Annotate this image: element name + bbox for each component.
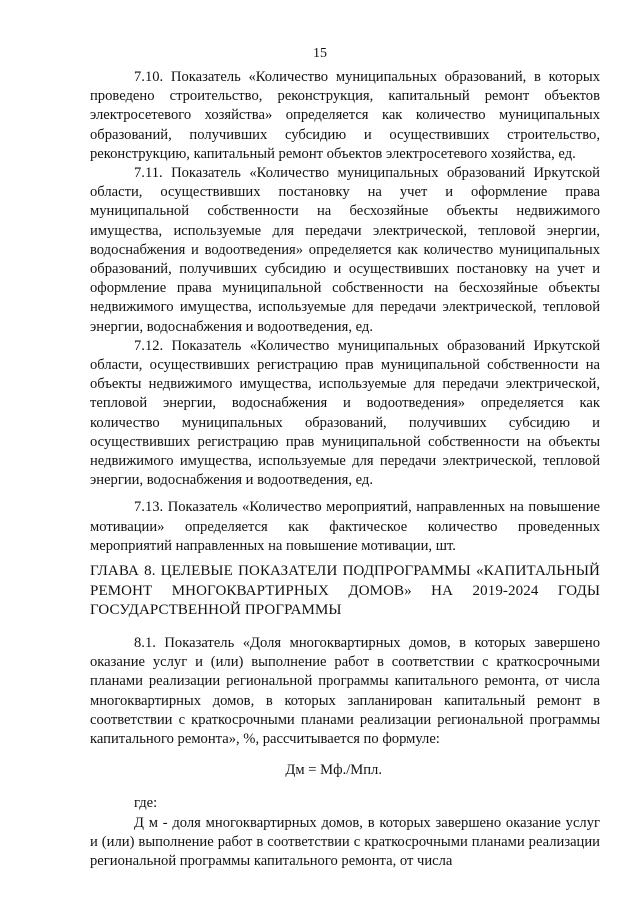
dm-definition: Д м - доля многоквартирных домов, в которых завершено оказание услуг и (или) выполнение работ в соответствии с краткосрочными планами реализации региональной программы капитального ремонта, от числа bbox=[90, 814, 600, 870]
page-number: 15 bbox=[313, 46, 327, 61]
paragraph-7-11: 7.11. Показатель «Количество муниципальных образований Иркутской области, осуществивших постановку на учет и оформление права муниципальной собственности на бесхозяйные объекты недвижимого имущества, используемые для передачи электрической, тепловой энергии, водоснабжения и водоотведения» определяется как количество муниципальных образований, получивших субсидию и осуществивших постановку на учет и оформление права муниципальной собственности на бесхозяйные объекты недвижимого имущества, используемые для передачи электрической, тепловой энергии, водоснабжения и водоотведения, ед. bbox=[90, 165, 600, 335]
paragraph-7-10: 7.10. Показатель «Количество муниципальных образований, в которых проведено строительство, реконструкция, капитальный ремонт объектов электросетевого хозяйства» определяется как количество муниципальных образований, получивших субсидию и осуществивших строительство, реконструкцию, капитальный ремонт объектов электросетевого хозяйства, ед. bbox=[90, 69, 600, 162]
chapter-heading: ГЛАВА 8. ЦЕЛЕВЫЕ ПОКАЗАТЕЛИ ПОДПРОГРАММЫ «КАПИТАЛЬНЫЙ РЕМОНТ МНОГОКВАРТИРНЫХ ДОМОВ» НА 2019-2024 ГОДЫ ГОСУДАРСТВЕННОЙ ПРОГРАММЫ bbox=[90, 563, 600, 618]
section-7-text bbox=[90, 68, 600, 556]
section-8-text bbox=[90, 634, 600, 871]
formula: Дм = Мф./Мпл. bbox=[285, 762, 382, 779]
paragraph-7-12: 7.12. Показатель «Количество муниципальных образований Иркутской области, осуществивших регистрацию прав муниципальной собственности на объекты недвижимого имущества, используемые для передачи электрической, тепловой энергии, водоснабжения и водоотведения» определяется как количество муниципальных образований, получивших субсидию и осуществивших регистрацию прав муниципальной собственности на объекты недвижимого имущества, используемые для передачи электрической, тепловой энергии, водоснабжения и водоотведения, ед. bbox=[90, 337, 600, 489]
paragraph-7-13: 7.13. Показатель «Количество мероприятий, направленных на повышение мотивации» определяется как фактическое количество проведенных мероприятий направленных на повышение мотивации, шт. bbox=[90, 499, 600, 554]
where-label: где: bbox=[134, 795, 158, 812]
paragraph-8-1: 8.1. Показатель «Доля многоквартирных домов, в которых завершено оказание услуг и (или) выполнение работ в соответствии с краткосрочными планами реализации региональной программы капитального ремонта, от числа многоквартирных домов, в которых запланирован капитальный ремонт в соответствии с краткосрочными планами реализации региональной программы капитального ремонта», %, рассчитывается по формуле: bbox=[90, 635, 600, 748]
